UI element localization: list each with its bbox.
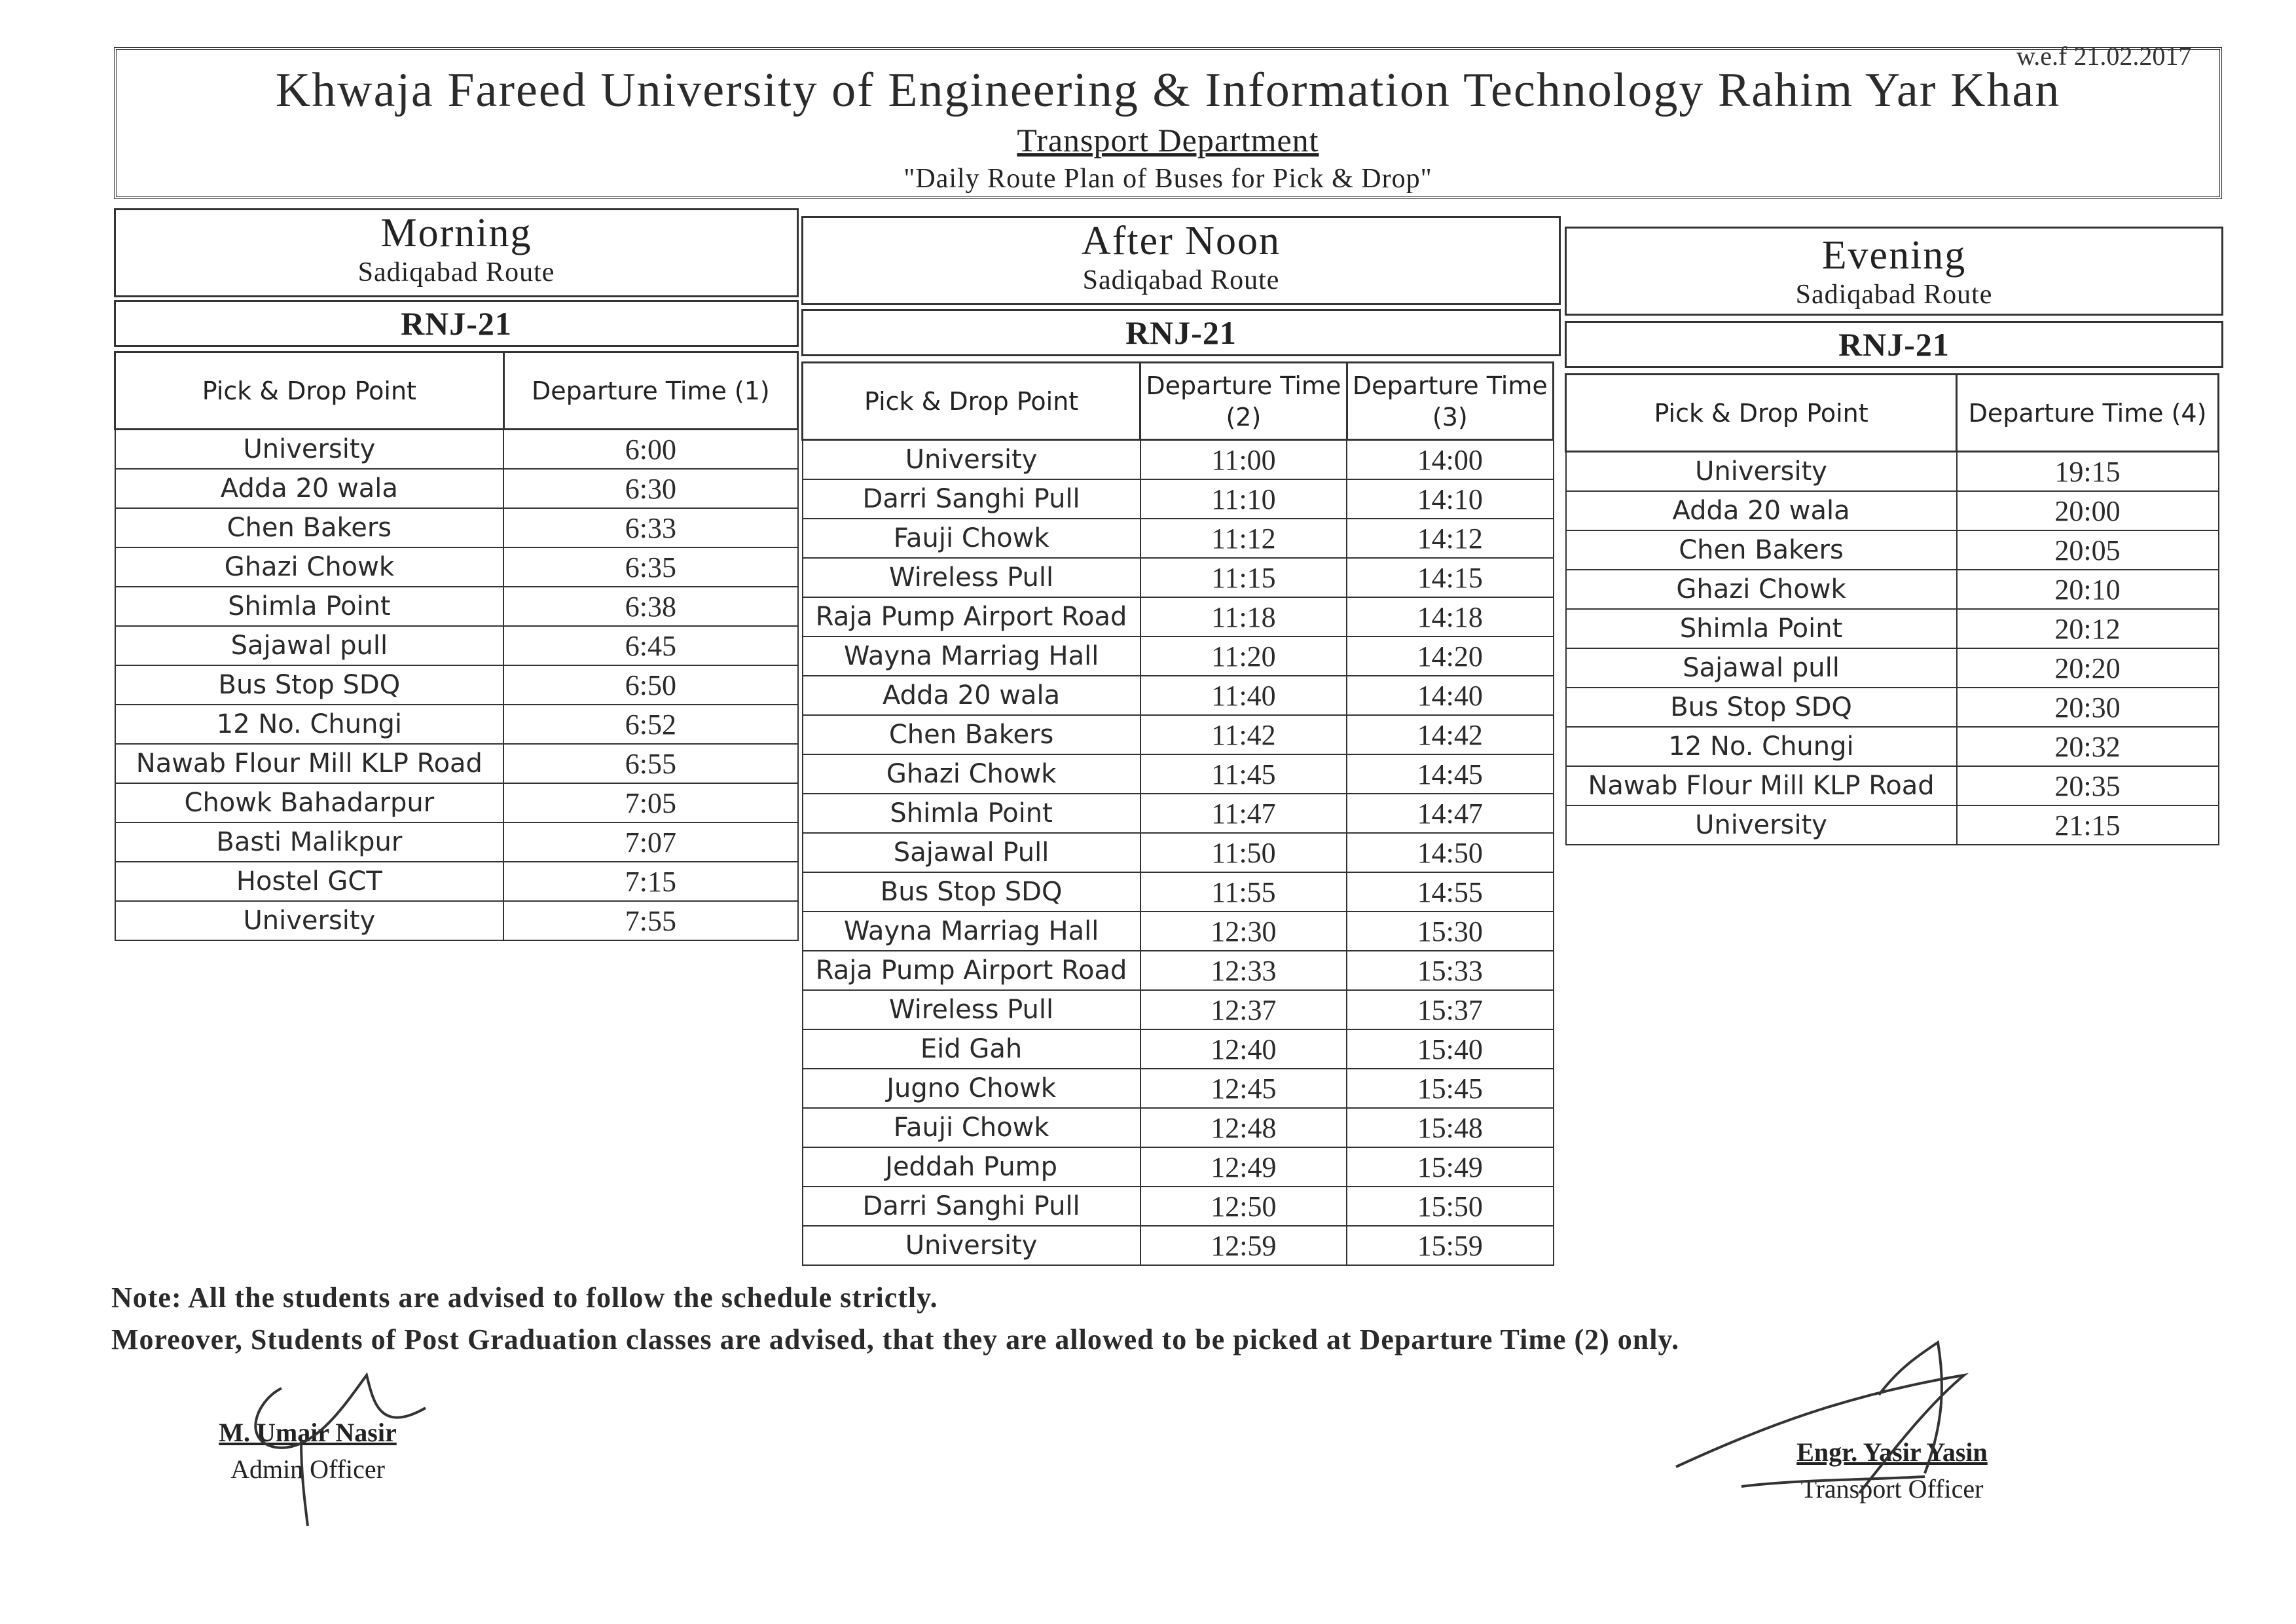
departure-time-cell: 15:37 [1347,990,1553,1029]
afternoon-route: Sadiqabad Route [1082,265,1280,295]
pick-drop-point-cell: Jugno Chowk [803,1069,1140,1108]
departure-time-cell: 12:40 [1140,1029,1347,1069]
pick-drop-point-cell: University [803,440,1140,480]
departure-time-cell: 6:45 [503,626,797,665]
table-row [115,430,798,470]
departure-time-cell: 20:20 [1957,648,2219,688]
table-row [803,440,1554,480]
pick-drop-point-cell: Sajawal pull [1566,648,1957,688]
pick-drop-point-cell: Darri Sanghi Pull [803,1187,1140,1226]
departure-time-cell: 14:40 [1347,676,1553,715]
table-row [803,519,1554,558]
pick-drop-point-cell: University [115,901,504,940]
departure-time-cell: 12:37 [1140,990,1347,1029]
pick-drop-point-cell: Fauji Chowk [803,519,1140,558]
departure-time-cell: 12:50 [1140,1187,1347,1226]
afternoon-schedule-table [801,361,1554,1266]
table-row [803,951,1554,990]
departure-time-cell: 12:48 [1140,1108,1347,1147]
departure-time-cell: 15:40 [1347,1029,1553,1069]
table-row [1566,452,2219,492]
departure-time-cell: 15:30 [1347,912,1553,951]
col-pick-drop-point: Pick & Drop Point [1566,375,1957,452]
departure-time-cell: 11:47 [1140,794,1347,833]
table-row [115,862,798,901]
table-row [115,705,798,744]
table-row [115,665,798,705]
note-line-2: Moreover, Students of Post Graduation classes are advised, that they are allowed to be picked at Departure Time (2) only. [111,1323,1680,1356]
pick-drop-point-cell: University [1566,452,1957,492]
departure-time-cell: 20:30 [1957,688,2219,727]
table-row [803,1069,1554,1108]
col-departure-time-3: Departure Time (3) [1347,363,1553,440]
departure-time-cell: 14:12 [1347,519,1553,558]
pick-drop-point-cell: University [803,1226,1140,1265]
pick-drop-point-cell: Chen Bakers [803,715,1140,754]
pick-drop-point-cell: Chowk Bahadarpur [115,783,504,822]
table-row [115,508,798,547]
departure-time-cell: 20:10 [1957,570,2219,609]
pick-drop-point-cell: Jeddah Pump [803,1147,1140,1187]
departure-time-cell: 14:20 [1347,637,1553,676]
table-row [803,872,1554,912]
pick-drop-point-cell: University [115,430,504,470]
pick-drop-point-cell: Wayna Marriag Hall [803,912,1140,951]
departure-time-cell: 11:42 [1140,715,1347,754]
col-departure-time-1: Departure Time (1) [503,352,797,430]
table-row [803,1226,1554,1265]
plan-title: "Daily Route Plan of Buses for Pick & Drop" [903,164,1432,194]
table-row [803,1147,1554,1187]
table-row [1566,570,2219,609]
table-row [803,990,1554,1029]
col-departure-time-2: Departure Time (2) [1140,363,1347,440]
departure-time-cell: 12:59 [1140,1226,1347,1265]
table-row [115,901,798,940]
departure-time-cell: 20:00 [1957,491,2219,530]
departure-time-cell: 11:20 [1140,637,1347,676]
table-row [1566,609,2219,648]
table-row [1566,805,2219,845]
pick-drop-point-cell: Basti Malikpur [115,822,504,862]
pick-drop-point-cell: Bus Stop SDQ [1566,688,1957,727]
table-row [803,715,1554,754]
departure-time-cell: 11:18 [1140,597,1347,637]
departure-time-cell: 14:10 [1347,479,1553,519]
departure-time-cell: 15:45 [1347,1069,1553,1108]
evening-schedule-table [1565,373,2219,845]
departure-time-cell: 11:50 [1140,833,1347,872]
departure-time-cell: 11:12 [1140,519,1347,558]
pick-drop-point-cell: Eid Gah [803,1029,1140,1069]
pick-drop-point-cell: 12 No. Chungi [115,705,504,744]
departure-time-cell: 11:40 [1140,676,1347,715]
departure-time-cell: 15:48 [1347,1108,1553,1147]
departure-time-cell: 11:15 [1140,558,1347,597]
col-pick-drop-point: Pick & Drop Point [115,352,504,430]
transport-officer-title: Transport Officer [1800,1474,1984,1504]
note-block [111,1277,1679,1361]
pick-drop-point-cell: Shimla Point [803,794,1140,833]
document-header [114,47,2222,199]
table-row [115,587,798,626]
departure-time-cell: 12:45 [1140,1069,1347,1108]
departure-time-cell: 20:35 [1957,766,2219,805]
admin-officer-signature-mark [216,1362,465,1532]
departure-time-cell: 7:55 [503,901,797,940]
table-row [803,597,1554,637]
departure-time-cell: 7:05 [503,783,797,822]
pick-drop-point-cell: Wireless Pull [803,558,1140,597]
departure-time-cell: 15:50 [1347,1187,1553,1226]
table-row [1566,727,2219,766]
departure-time-cell: 14:00 [1347,440,1553,480]
pick-drop-point-cell: Adda 20 wala [1566,491,1957,530]
departure-time-cell: 6:33 [503,508,797,547]
pick-drop-point-cell: Ghazi Chowk [115,547,504,587]
table-row [803,912,1554,951]
transport-officer-signature-mark [1663,1316,2003,1513]
pick-drop-point-cell: Fauji Chowk [803,1108,1140,1147]
pick-drop-point-cell: Adda 20 wala [115,469,504,508]
departure-time-cell: 20:32 [1957,727,2219,766]
pick-drop-point-cell: Chen Bakers [1566,530,1957,570]
departure-time-cell: 14:18 [1347,597,1553,637]
departure-time-cell: 6:30 [503,469,797,508]
col-pick-drop-point: Pick & Drop Point [803,363,1140,440]
departure-time-cell: 19:15 [1957,452,2219,492]
departure-time-cell: 6:38 [503,587,797,626]
table-row [803,676,1554,715]
table-row [115,822,798,862]
pick-drop-point-cell: Darri Sanghi Pull [803,479,1140,519]
col-departure-time-4: Departure Time (4) [1957,375,2219,452]
morning-header [114,208,799,297]
departure-time-cell: 14:42 [1347,715,1553,754]
table-row [1566,766,2219,805]
admin-officer-title: Admin Officer [230,1454,385,1484]
table-row [115,547,798,587]
morning-bus-number: RNJ-21 [114,300,799,347]
departure-time-cell: 12:30 [1140,912,1347,951]
morning-schedule-table [114,351,799,941]
departure-time-cell: 15:33 [1347,951,1553,990]
departure-time-cell: 15:59 [1347,1226,1553,1265]
pick-drop-point-cell: University [1566,805,1957,845]
departure-time-cell: 6:55 [503,744,797,783]
evening-bus-number: RNJ-21 [1565,321,2223,368]
departure-time-cell: 21:15 [1957,805,2219,845]
departure-time-cell: 7:07 [503,822,797,862]
note-line-1: Note: All the students are advised to follow the schedule strictly. [111,1282,938,1314]
pick-drop-point-cell: Nawab Flour Mill KLP Road [115,744,504,783]
pick-drop-point-cell: Wireless Pull [803,990,1140,1029]
departure-time-cell: 11:55 [1140,872,1347,912]
table-row [803,794,1554,833]
pick-drop-point-cell: Wayna Marriag Hall [803,637,1140,676]
table-row [1566,688,2219,727]
table-row [1566,491,2219,530]
pick-drop-point-cell: Chen Bakers [115,508,504,547]
departure-time-cell: 11:00 [1140,440,1347,480]
afternoon-bus-number: RNJ-21 [801,309,1561,356]
table-row [803,479,1554,519]
departure-time-cell: 6:52 [503,705,797,744]
departure-time-cell: 12:49 [1140,1147,1347,1187]
pick-drop-point-cell: Sajawal Pull [803,833,1140,872]
departure-time-cell: 14:50 [1347,833,1553,872]
table-row [803,1108,1554,1147]
pick-drop-point-cell: Hostel GCT [115,862,504,901]
afternoon-header [801,216,1561,305]
departure-time-cell: 14:47 [1347,794,1553,833]
departure-time-cell: 11:10 [1140,479,1347,519]
pick-drop-point-cell: Bus Stop SDQ [803,872,1140,912]
morning-route: Sadiqabad Route [357,257,555,287]
departure-time-cell: 20:05 [1957,530,2219,570]
table-row [803,1187,1554,1226]
departure-time-cell: 6:35 [503,547,797,587]
admin-officer-name: M. Umair Nasir [219,1418,397,1447]
afternoon-period: After Noon [1081,219,1281,263]
table-row [803,833,1554,872]
transport-officer-name: Engr. Yasir Yasin [1796,1437,1988,1467]
pick-drop-point-cell: Adda 20 wala [803,676,1140,715]
table-row [803,1029,1554,1069]
departure-time-cell: 14:55 [1347,872,1553,912]
table-row [115,626,798,665]
evening-route: Sadiqabad Route [1795,280,1993,310]
department-title: Transport Department [1017,122,1319,158]
departure-time-cell: 6:00 [503,430,797,470]
table-row [803,754,1554,794]
pick-drop-point-cell: Ghazi Chowk [1566,570,1957,609]
pick-drop-point-cell: Raja Pump Airport Road [803,597,1140,637]
pick-drop-point-cell: Shimla Point [1566,609,1957,648]
departure-time-cell: 15:49 [1347,1147,1553,1187]
table-row [115,783,798,822]
table-row [803,637,1554,676]
departure-time-cell: 14:15 [1347,558,1553,597]
evening-header [1565,227,2223,316]
table-row [1566,530,2219,570]
departure-time-cell: 7:15 [503,862,797,901]
table-row [115,744,798,783]
table-row [803,558,1554,597]
pick-drop-point-cell: Nawab Flour Mill KLP Road [1566,766,1957,805]
university-title: Khwaja Fareed University of Engineering & Information Technology Rahim Yar Khan [275,64,2061,117]
effective-date: w.e.f 21.02.2017 [2016,41,2192,71]
evening-period: Evening [1821,233,1967,278]
pick-drop-point-cell: Shimla Point [115,587,504,626]
pick-drop-point-cell: Ghazi Chowk [803,754,1140,794]
pick-drop-point-cell: Raja Pump Airport Road [803,951,1140,990]
morning-period: Morning [380,211,532,255]
pick-drop-point-cell: Bus Stop SDQ [115,665,504,705]
departure-time-cell: 11:45 [1140,754,1347,794]
departure-time-cell: 12:33 [1140,951,1347,990]
pick-drop-point-cell: Sajawal pull [115,626,504,665]
departure-time-cell: 6:50 [503,665,797,705]
table-row [115,469,798,508]
table-row [1566,648,2219,688]
departure-time-cell: 20:12 [1957,609,2219,648]
pick-drop-point-cell: 12 No. Chungi [1566,727,1957,766]
departure-time-cell: 14:45 [1347,754,1553,794]
